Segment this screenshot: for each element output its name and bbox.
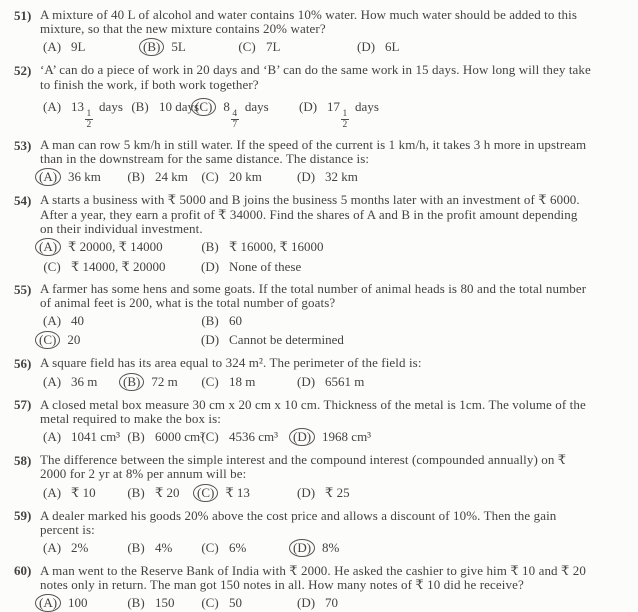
option-value: 5L <box>171 39 186 55</box>
question-item <box>14 8 626 56</box>
option-label: (C) <box>201 595 219 611</box>
option-label: (C) <box>43 259 61 275</box>
answer-circle: (D) <box>289 539 315 557</box>
option-label: (D) <box>357 39 376 55</box>
option <box>40 98 128 131</box>
option-label: (A) <box>43 539 62 555</box>
question-number: 57) <box>14 397 32 413</box>
option-value <box>223 98 269 131</box>
question-number: 58) <box>14 452 32 468</box>
fraction-unit: days <box>351 98 379 114</box>
fraction-numerator: 1 <box>86 108 92 119</box>
option-value: 6L <box>385 39 400 55</box>
option-label: (C) <box>201 429 219 445</box>
question-text: A closed metal box measure 30 cm x 20 cm x 10 cm. Thickness of the metal is 1cm. The volume of the metal required to make the box is: <box>40 396 586 426</box>
option-label: (A) <box>43 484 62 500</box>
option <box>124 168 198 185</box>
option-value: None of these <box>229 259 302 275</box>
fraction-whole-part: 13 <box>71 98 85 114</box>
fraction-unit: days <box>95 98 123 114</box>
question-body <box>40 138 626 186</box>
option-value: 2% <box>71 539 89 555</box>
option-label: (A) <box>43 373 62 389</box>
fraction-whole-part: 8 <box>223 98 230 114</box>
option-value: 4% <box>155 539 173 555</box>
fraction-denominator: 7 <box>232 120 238 131</box>
option-label: (B) <box>127 539 145 555</box>
option-value: 6561 m <box>325 373 365 389</box>
option <box>198 238 626 255</box>
option-row <box>40 373 626 391</box>
question-text: A man went to the Reserve Bank of India with ₹ 2000. He asked the cashier to give him ₹ 10 and ₹ 20 notes only in return. The man got 150 notes in all. How many notes of ₹ 10 did he receive? <box>40 562 586 593</box>
option <box>196 98 296 131</box>
option <box>40 373 124 390</box>
option-value: 20 <box>67 332 81 348</box>
option-label: (B) <box>127 595 145 611</box>
option-row <box>40 238 626 256</box>
option-row <box>40 428 626 446</box>
question-number: 59) <box>14 508 32 523</box>
fraction <box>231 109 239 131</box>
answer-circle: (D) <box>289 428 315 446</box>
option <box>124 539 198 556</box>
question-body <box>40 8 626 56</box>
option-value: 4536 cm³ <box>229 429 279 445</box>
option-value: 10 days <box>159 98 200 114</box>
question-item <box>14 356 626 390</box>
option-label: (B) <box>201 313 219 329</box>
option <box>296 98 626 131</box>
answer-circle: (C) <box>35 331 60 349</box>
option <box>124 484 198 501</box>
question-text: The difference between the simple interest and the compound interest (compounded annually) on ₹ 2000 for 2 yr at 8% per annum will be: <box>40 452 567 482</box>
option-value: 1968 cm³ <box>322 429 372 445</box>
question-number: 51) <box>14 7 32 23</box>
option-label: (D) <box>297 595 316 611</box>
option <box>124 428 205 445</box>
option-value: ₹ 20000, ₹ 14000 <box>68 239 163 255</box>
option-value: 6000 cm³ <box>155 429 205 445</box>
option-row <box>40 331 626 349</box>
question-item <box>14 63 626 131</box>
option-label: (A) <box>43 429 62 445</box>
question-body <box>40 453 626 501</box>
option-label: (B) <box>127 484 145 500</box>
question-number: 52) <box>14 62 32 78</box>
option <box>40 484 124 501</box>
question-number: 54) <box>14 192 32 208</box>
option-row <box>40 484 626 502</box>
option-value: ₹ 14000, ₹ 20000 <box>71 259 166 275</box>
option-value: 1041 cm³ <box>71 429 121 445</box>
option-label: (D) <box>201 259 220 275</box>
option-value: 72 m <box>151 373 178 389</box>
question-number: 56) <box>14 355 32 371</box>
question-item <box>14 453 626 501</box>
answer-circle: (B) <box>119 373 144 391</box>
question-text: A farmer has some hens and some goats. If the total number of animal heads is 80 and the total number of animal feet is 200, what is the total number of goats? <box>40 281 587 311</box>
option <box>40 168 124 186</box>
option-row <box>40 98 626 131</box>
option <box>198 373 294 390</box>
question-body <box>40 282 626 349</box>
question-body <box>40 398 626 446</box>
option-label: (D) <box>299 98 318 114</box>
question-number: 55) <box>14 281 32 297</box>
option-value: 18 m <box>229 373 256 389</box>
option-label: (B) <box>127 429 145 445</box>
option <box>40 594 124 612</box>
question-number: 53) <box>14 137 32 153</box>
option-label: (C) <box>201 373 219 389</box>
option-value: 70 <box>325 595 339 611</box>
fraction-numerator: 4 <box>232 108 238 119</box>
option <box>128 98 200 115</box>
option-value: 32 km <box>325 169 358 185</box>
question-text: ‘A’ can do a piece of work in 20 days and ‘B’ can do the same work in 15 days. How long will they take to finish the work, if both work together? <box>40 62 591 92</box>
option <box>294 428 626 446</box>
option-label: (C) <box>201 169 219 185</box>
option-value: 6% <box>229 539 247 555</box>
option <box>294 594 626 611</box>
option-value: 7L <box>266 39 281 55</box>
option-label: (D) <box>297 169 316 185</box>
option-row <box>40 594 626 612</box>
option <box>40 539 124 556</box>
question-item <box>14 564 626 612</box>
option-value: 24 km <box>155 169 188 185</box>
option-value <box>71 98 123 131</box>
option <box>354 38 626 55</box>
question-text: A man can row 5 km/h in still water. If the speed of the current is 1 km/h, it takes 3 h more in upstream than in the downstream for the same distance. The distance is: <box>40 137 587 167</box>
option-value: 8% <box>322 539 340 555</box>
option-label: (B) <box>127 169 145 185</box>
option-value: 36 m <box>71 373 98 389</box>
option <box>198 594 294 611</box>
option-row <box>40 312 626 329</box>
answer-circle: (A) <box>35 594 61 612</box>
question-number: 60) <box>14 563 32 579</box>
option-row <box>40 38 626 56</box>
option <box>198 312 626 329</box>
option-value: 100 <box>68 595 88 611</box>
option-label: (A) <box>43 313 62 329</box>
option-value: 36 km <box>68 169 101 185</box>
option <box>198 428 294 445</box>
option-value: ₹ 25 <box>325 484 350 500</box>
option-row <box>40 258 626 275</box>
question-text: A square field has its area equal to 324 m². The perimeter of the field is: <box>40 355 422 371</box>
option-value <box>327 98 379 131</box>
option-label: (A) <box>43 39 62 55</box>
question-text: A dealer marked his goods 20% above the cost price and allows a discount of 10%. Then the gain percent is: <box>40 507 557 537</box>
option <box>124 373 198 391</box>
option-row <box>40 168 626 186</box>
question-item <box>14 193 626 275</box>
option-value: Cannot be determined <box>229 332 344 348</box>
answer-circle: (A) <box>35 168 61 186</box>
option <box>294 373 626 390</box>
answer-circle: (C) <box>193 484 218 502</box>
option-value: ₹ 13 <box>225 484 250 500</box>
option-label: (D) <box>297 373 316 389</box>
option <box>40 331 198 349</box>
option <box>198 539 294 556</box>
option <box>40 38 144 55</box>
option <box>294 484 626 501</box>
answer-circle: (C) <box>191 98 216 116</box>
question-body <box>40 193 626 275</box>
fraction-whole-part: 17 <box>327 98 341 114</box>
option-value: 50 <box>229 595 242 611</box>
option <box>198 168 294 185</box>
answer-circle: (B) <box>139 38 164 56</box>
option-value: 9L <box>71 39 86 55</box>
option <box>294 168 626 185</box>
fraction-denominator: 2 <box>342 120 348 131</box>
fraction-denominator: 2 <box>86 120 92 131</box>
option <box>235 38 354 55</box>
fraction <box>341 109 349 131</box>
option <box>40 258 198 275</box>
question-body <box>40 63 626 131</box>
question-body <box>40 356 626 390</box>
question-text: A mixture of 40 L of alcohol and water contains 10% water. How much water should be added to this mixture, so that the new mixture contains 20% water? <box>40 7 578 37</box>
question-item <box>14 398 626 446</box>
fraction-numerator: 1 <box>342 108 348 119</box>
option-value: 20 km <box>229 169 262 185</box>
question-item <box>14 282 626 349</box>
option-value: ₹ 10 <box>71 484 96 500</box>
option-value: 60 <box>229 313 242 329</box>
option-value: 40 <box>71 313 85 329</box>
fraction-unit: days <box>241 98 269 114</box>
option <box>294 539 626 557</box>
option <box>40 312 198 329</box>
fraction <box>85 109 93 131</box>
option-label: (C) <box>238 39 256 55</box>
option-value: 150 <box>155 595 175 611</box>
option-value: ₹ 16000, ₹ 16000 <box>229 239 324 255</box>
option-label: (C) <box>201 539 219 555</box>
question-item <box>14 138 626 186</box>
option <box>144 38 235 56</box>
question-body <box>40 509 626 557</box>
option <box>124 594 198 611</box>
option-label: (A) <box>43 98 62 114</box>
option <box>198 484 294 502</box>
option <box>198 331 626 348</box>
option <box>198 258 626 275</box>
question-text: A starts a business with ₹ 5000 and B joins the business 5 months later with an investment of ₹ 6000. After a year, they earn a profit of ₹ 34000. Find the shares of A and B in the profit amount depending on their individual investment. <box>40 192 580 236</box>
option-label: (B) <box>131 98 149 114</box>
option-label: (B) <box>201 239 219 255</box>
option-label: (D) <box>201 332 220 348</box>
question-item <box>14 509 626 557</box>
option <box>40 428 124 445</box>
option-value: ₹ 20 <box>155 484 180 500</box>
question-body <box>40 564 626 612</box>
answer-circle: (A) <box>35 238 61 256</box>
option <box>40 238 198 256</box>
option-label: (D) <box>297 484 316 500</box>
option-row <box>40 539 626 557</box>
